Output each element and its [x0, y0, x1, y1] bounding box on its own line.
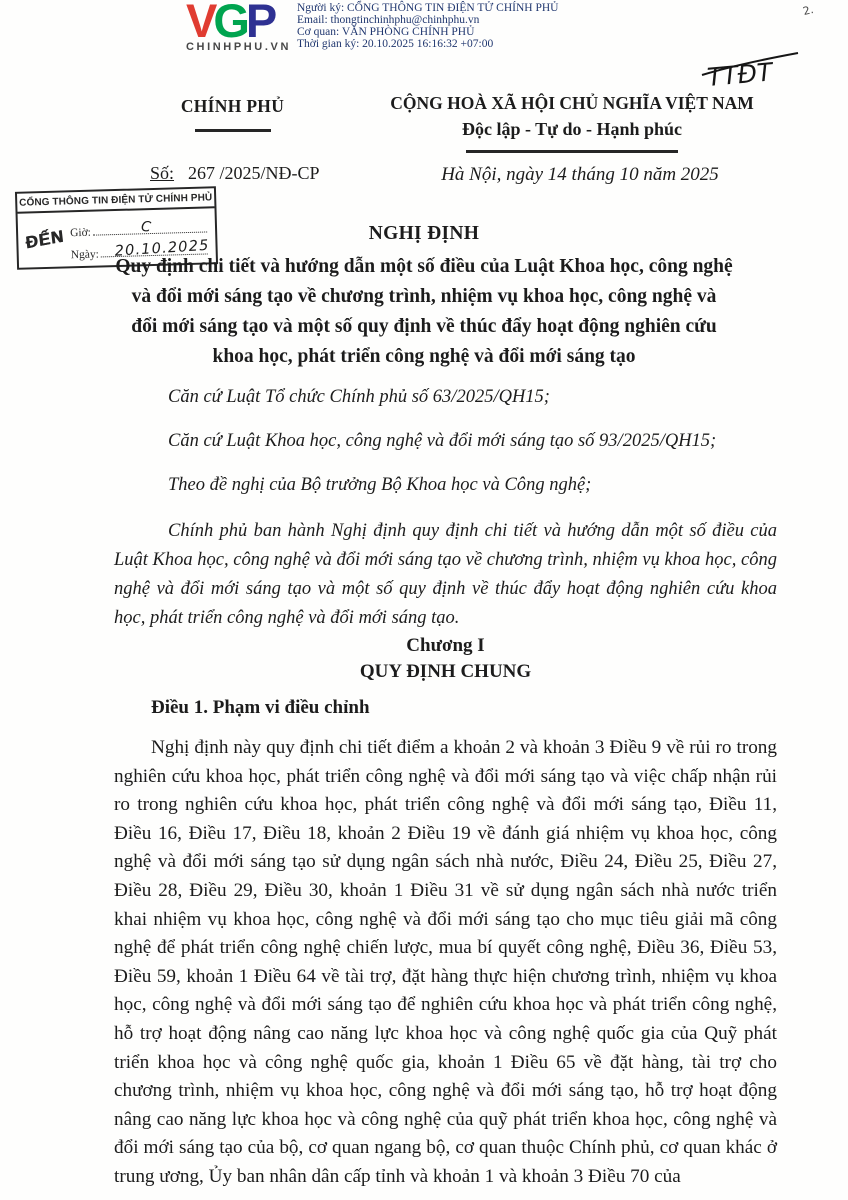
- signature-agency: Cơ quan: VĂN PHÒNG CHÍNH PHỦ: [297, 25, 475, 38]
- article-1-heading: Điều 1. Phạm vi điều chỉnh: [151, 697, 370, 718]
- motto-underline: [466, 150, 678, 153]
- handwritten-corner-mark: 2.: [801, 2, 815, 19]
- decree-title-block: [94, 223, 754, 372]
- issuer-name: CHÍNH PHỦ: [180, 96, 285, 116]
- decree-title-line-4: khoa học, phát triển công nghệ và đổi mới sáng tạo: [212, 346, 636, 367]
- handwritten-note: [698, 42, 803, 94]
- signature-signer: Người ký: CỔNG THÔNG TIN ĐIỆN TỬ CHÍNH PHỦ: [297, 2, 559, 14]
- stamp-office-name: CỔNG THÔNG TIN ĐIỆN TỬ CHÍNH PHỦ: [17, 188, 214, 213]
- vgp-logo-domain: CHINHPHU.VN: [186, 41, 291, 53]
- national-motto-block: [352, 93, 792, 153]
- handwritten-initials: TTĐT: [705, 57, 774, 92]
- handwritten-note-drawing: [698, 42, 803, 94]
- chapter-name: QUY ĐỊNH CHUNG: [359, 661, 532, 682]
- vgp-letter-v: V: [186, 0, 214, 47]
- stamp-hour-handwriting: C: [139, 218, 152, 236]
- chapter-block: [114, 633, 777, 685]
- decree-title-line-2: và đổi mới sáng tạo về chương trình, nhiệm vụ khoa học, công nghệ và: [131, 286, 717, 307]
- signature-time: Thời gian ký: 20.10.2025 16:16:32 +07:00: [297, 37, 494, 50]
- stamp-hour-label: Giờ:: [69, 226, 92, 240]
- stamp-date-label: Ngày:: [70, 248, 100, 262]
- legal-basis-2: Căn cứ Luật Khoa học, công nghệ và đổi mới sáng tạo số 93/2025/QH15;: [168, 431, 717, 451]
- vgp-letter-g: G: [213, 0, 246, 47]
- national-motto-line1: CỘNG HOÀ XÃ HỘI CHỦ NGHĨA VIỆT NAM: [390, 93, 754, 113]
- decree-type: NGHỊ ĐỊNH: [368, 223, 480, 244]
- chapter-label: Chương I: [406, 635, 485, 656]
- document-number-label: Số:: [150, 163, 175, 183]
- national-motto-line2: Độc lập - Tự do - Hạnh phúc: [461, 119, 683, 139]
- legal-basis-3: Theo đề nghị của Bộ trưởng Bộ Khoa học và Công nghệ;: [168, 475, 592, 495]
- vgp-letter-p: P: [245, 0, 274, 47]
- stamp-date-handwriting: 20.10.2025: [114, 237, 211, 260]
- decree-title-line-1: Quy định chi tiết và hướng dẫn một số điều của Luật Khoa học, công nghệ: [115, 256, 733, 277]
- article-1-body: Nghị định này quy định chi tiết điểm a khoản 2 và khoản 3 Điều 9 về rủi ro trong nghiên cứu khoa học, phát triển công nghệ và đổi mới sáng tạo và việc chấp nhận rủi ro trong nghiên cứu khoa học, phát triển công nghệ và đổi mới sáng tạo, Điều 11, Điều 16, Điều 17, Điều 18, khoản 2 Điều 19 về đánh giá nhiệm vụ khoa học, công nghệ và đổi mới sáng tạo sử dụng ngân sách nhà nước, Điều 24, Điều 25, Điều 27, Điều 28, Điều 29, Điều 30, khoản 1 Điều 31 về sử dụng ngân sách nhà nước triển khai nhiệm vụ khoa học, công nghệ và đổi mới sáng tạo cho mục tiêu giải mã công nghệ để phát triển công nghệ chiến lược, mua bí quyết công nghệ, Điều 36, Điều 53, Điều 59, khoản 1 Điều 64 về tài trợ, đặt hàng thực hiện chương trình, nhiệm vụ khoa học, công nghệ và đổi mới sáng tạo để nghiên cứu khoa học và phát triển công nghệ, hỗ trợ hoạt động nâng cao năng lực khoa học và công nghệ quốc gia của Quỹ phát triển khoa học và công nghệ quốc gia, khoản 1 Điều 65 về đặt hàng, tài trợ cho chương trình, nhiệm vụ khoa học, công nghệ và đổi mới sáng tạo, hỗ trợ hoạt động nâng cao năng lực khoa học và công nghệ của quỹ phát triển khoa học, công nghệ và đổi mới sáng tạo của bộ, cơ quan ngang bộ, cơ quan thuộc Chính phủ, cơ quan khác ở trung ương, Ủy ban nhân dân cấp tỉnh và khoản 1 và khoản 3 Điều 70 của: [114, 737, 777, 1187]
- issuer-block: [120, 96, 345, 132]
- document-body: [114, 385, 777, 1192]
- legal-basis-1: Căn cứ Luật Tổ chức Chính phủ số 63/2025/QH15;: [168, 387, 550, 407]
- digital-signature-block: [297, 3, 558, 51]
- issuer-underline: [195, 129, 271, 132]
- signature-email: Email: thongtinchinhphu@chinhphu.vn: [297, 13, 480, 26]
- decree-title-line-3: đổi mới sáng tạo và một số quy định về thúc đẩy hoạt động nghiên cứu: [131, 316, 717, 337]
- document-number-value: 267 /2025/NĐ-CP: [188, 163, 320, 183]
- document-number: [150, 163, 320, 184]
- enactment-clause: Chính phủ ban hành Nghị định quy định chi tiết và hướng dẫn một số điều của Luật Khoa học, công nghệ và đổi mới sáng tạo về chương trình, nhiệm vụ khoa học, công nghệ và đổi mới sáng tạo và một số quy định về thúc đẩy hoạt động nghiên cứu khoa học, phát triển công nghệ và đổi mới sáng tạo.: [114, 521, 777, 628]
- place-and-date: Hà Nội, ngày 14 tháng 10 năm 2025: [441, 164, 719, 185]
- stamp-den-label: ĐẾN: [24, 226, 65, 253]
